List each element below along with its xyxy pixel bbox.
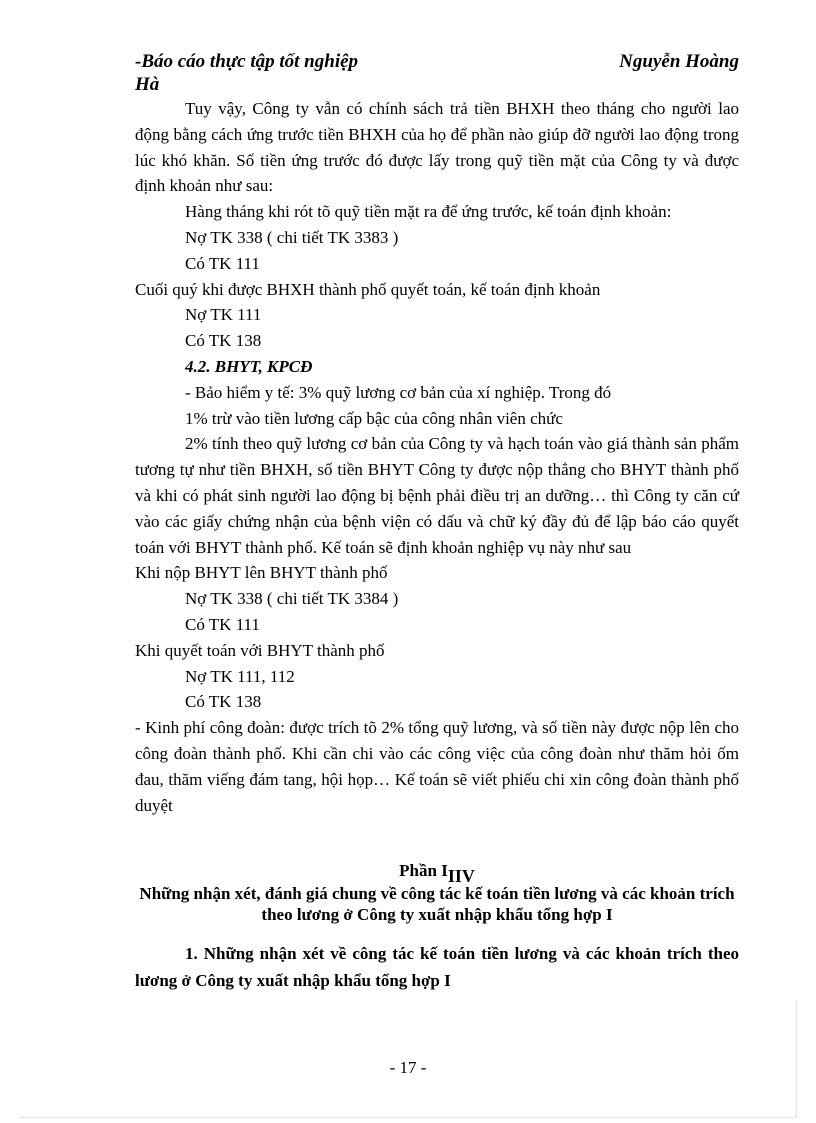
paragraph: Khi quyết toán với BHYT thành phố: [135, 640, 385, 660]
header-report-title: -Báo cáo thực tập tốt nghiệp: [135, 51, 359, 72]
page-border-bottom: [20, 1117, 796, 1118]
paragraph: 1% trừ vào tiền lương cấp bậc của công nhân viên chức: [185, 408, 563, 428]
journal-entry-credit: Có TK 111: [185, 253, 260, 273]
journal-entry-debit: Nợ TK 111: [185, 305, 262, 325]
journal-entry-debit: Nợ TK 111, 112: [185, 666, 295, 686]
section-heading: [135, 858, 739, 925]
header-author-name: Nguyễn Hoàng: [619, 51, 739, 72]
part-label-subscript: IIV: [447, 866, 475, 886]
journal-entry-credit: Có TK 138: [185, 692, 262, 712]
subsection-heading: 4.2. BHYT, KPCĐ: [185, 356, 313, 376]
paragraph: Khi nộp BHYT lên BHYT thành phố: [135, 563, 388, 583]
paragraph: Hàng tháng khi rót tõ quỹ tiền mặt ra để ứng trước, kế toán định khoản:: [185, 202, 672, 222]
numbered-heading: 1. Những nhận xét về công tác kế toán tiền lương và các khoản trích theo lương ở Công ty xuất nhập khẩu tổng hợp I: [135, 944, 739, 990]
page-border-right: [796, 1000, 797, 1117]
page-number: - 17 -: [389, 1058, 427, 1077]
journal-entry-credit: Có TK 111: [185, 614, 260, 634]
paragraph: - Bảo hiểm y tế: 3% quỹ lương cơ bản của xí nghiệp. Trong đó: [185, 382, 612, 402]
part-label: [135, 858, 739, 886]
part-label-text: Phần I: [399, 861, 448, 880]
paragraph: Tuy vậy, Công ty vẫn có chính sách trả tiền BHXH theo tháng cho người lao động bằng cách ứng trước tiền BHXH của họ để phần nào giúp đỡ người lao động trong lúc khó khăn. Số tiền ứng trước đó được lấy trong quỹ tiền mặt của Công ty và được định khoản như sau:: [135, 99, 739, 196]
paragraph: - Kinh phí công đoàn: được trích tõ 2% tổng quỹ lương, và số tiền này được nộp lên cho công đoàn thành phố. Khi cần chi vào các công việc của công đoàn như thăm hỏi ốm đau, thăm viếng đám tang, hội họp… Kế toán sẽ viết phiếu chi xin công đoàn thành phố duyệt: [135, 718, 739, 815]
journal-entry-credit: Có TK 138: [185, 331, 262, 351]
paragraph: Cuối quý khi được BHXH thành phố quyết toán, kế toán định khoản: [135, 279, 601, 299]
paragraph: 2% tính theo quỹ lương cơ bản của Công ty và hạch toán vào giá thành sản phẩm tương tự như tiền BHXH, số tiền BHYT Công ty được nộp thẳng cho BHYT thành phố và khi có phát sinh người lao động bị bệnh phải điều trị an dưỡng… thì Công ty căn cứ vào các giấy chứng nhận của bệnh viện có dấu và chữ ký đầy đủ để lập báo cáo quyết toán với BHYT thành phố. Kế toán sẽ định khoản nghiệp vụ này như sau: [135, 434, 739, 557]
section-title: Những nhận xét, đánh giá chung về công tác kế toán tiền lương và các khoản trích theo lương ở Công ty xuất nhập khẩu tổng hợp I: [139, 884, 735, 924]
journal-entry-debit: Nợ TK 338 ( chi tiết TK 3384 ): [185, 589, 399, 609]
body-text: [135, 96, 739, 818]
header-author-name-continued: Hà: [135, 74, 160, 95]
journal-entry-debit: Nợ TK 338 ( chi tiết TK 3383 ): [185, 227, 399, 247]
